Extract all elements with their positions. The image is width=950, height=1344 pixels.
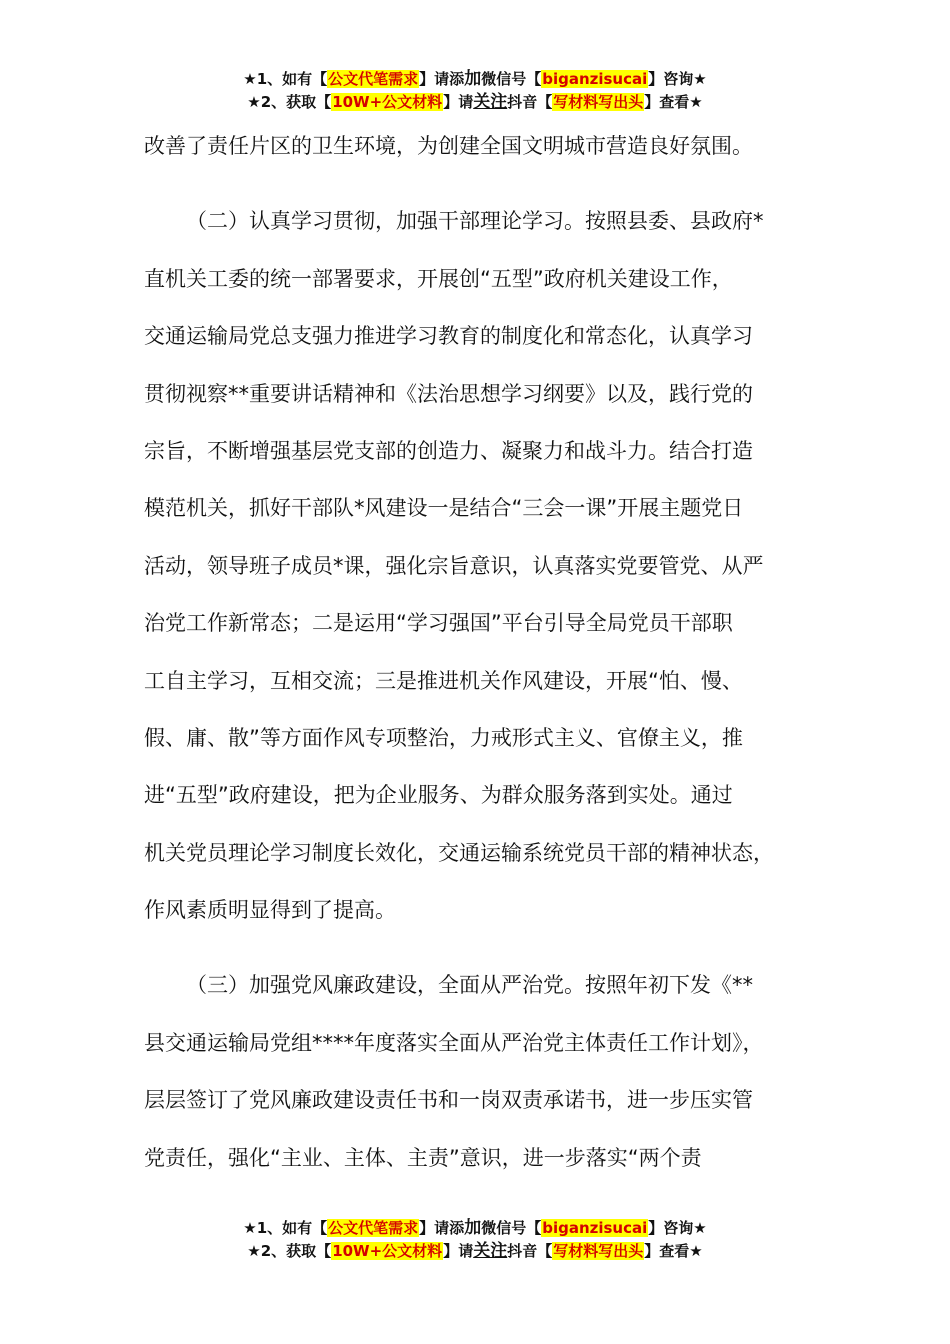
banner-text: 抖音【: [507, 93, 553, 111]
body-line: 直机关工委的统一部署要求，开展创“五型”政府机关建设工作，: [144, 266, 733, 291]
highlight-douyin-id: 写材料写出头: [553, 93, 644, 111]
banner-text: 】请: [443, 1242, 474, 1260]
banner-text: ★1、如有【: [243, 1219, 328, 1237]
body-line: 治党工作新常态；二是运用“学习强国”平台引导全局党员干部职: [144, 611, 733, 636]
banner-emphasis: 加: [464, 69, 482, 89]
highlight-service: 公文代笔需求: [328, 1219, 419, 1237]
highlight-materials: 10W+公文材料: [332, 93, 443, 111]
banner-line-1: [0, 68, 950, 91]
body-line: 机关党员理论学习制度长效化，交通运输系统党员干部的精神状态，: [144, 840, 774, 865]
banner-line-1: [0, 1217, 950, 1240]
body-line: 交通运输局党总支强力推进学习教育的制度化和常态化，认真学习: [144, 324, 753, 349]
highlight-wechat-id: biganzisucai: [542, 1219, 648, 1237]
highlight-douyin-id: 写材料写出头: [553, 1242, 644, 1260]
highlight-service: 公文代笔需求: [328, 70, 419, 88]
section-heading-line: （三）加强党风廉政建设，全面从严治党。按照年初下发《**: [186, 973, 753, 998]
paragraph-gap: [144, 945, 834, 963]
banner-text: ★2、获取【: [247, 1242, 332, 1260]
banner-emphasis: 关注: [473, 92, 508, 112]
body-line: 进“五型”政府建设，把为企业服务、为群众服务落到实处。通过: [144, 783, 733, 808]
banner-text: ★2、获取【: [247, 93, 332, 111]
banner-text: 】请添: [419, 1219, 465, 1237]
banner-text: 微信号【: [481, 70, 542, 88]
highlight-wechat-id: biganzisucai: [542, 70, 648, 88]
body-line: 层层签订了党风廉政建设责任书和一岗双责承诺书，进一步压实管: [144, 1088, 753, 1113]
body-line: 模范机关，抓好干部队*风建设一是结合“三会一课”开展主题党日: [144, 496, 744, 521]
banner-emphasis: 关注: [473, 1241, 508, 1261]
banner-text: 】查看★: [644, 1242, 703, 1260]
body-line: 贯彻视察**重要讲话精神和《法治思想学习纲要》以及，践行党的: [144, 381, 753, 406]
section-heading-line: （二）认真学习贯彻，加强干部理论学习。按照县委、县政府*: [186, 209, 764, 234]
banner-line-2: [0, 91, 950, 114]
banner-emphasis: 加: [464, 1218, 482, 1238]
body-line: 县交通运输局党组****年度落实全面从严治党主体责任工作计划》，: [144, 1030, 764, 1055]
highlight-materials: 10W+公文材料: [332, 1242, 443, 1260]
banner-text: 抖音【: [507, 1242, 553, 1260]
body-line: 党责任，强化“主业、主体、主责”意识，进一步落实“两个责: [144, 1145, 702, 1170]
banner-text: ★1、如有【: [243, 70, 328, 88]
banner-text: 】咨询★: [648, 70, 707, 88]
body-line: 假、庸、散”等方面作风专项整治，力戒形式主义、官僚主义，推: [144, 725, 743, 750]
banner-text: 】查看★: [644, 93, 703, 111]
banner-text: 】请: [443, 93, 474, 111]
banner-text: 】请添: [419, 70, 465, 88]
body-line: 活动，领导班子成员*课，强化宗旨意识，认真落实党要管党、从严: [144, 553, 764, 578]
banner-line-2: [0, 1240, 950, 1263]
footer-banner: [0, 1217, 950, 1263]
paragraph-gap: [144, 181, 834, 199]
document-body: [144, 124, 834, 1193]
banner-text: 微信号【: [481, 1219, 542, 1237]
body-line: 工自主学习，互相交流；三是推进机关作风建设，开展“怕、慢、: [144, 668, 743, 693]
body-line: 改善了责任片区的卫生环境，为创建全国文明城市营造良好氛围。: [144, 134, 753, 158]
body-line: 作风素质明显得到了提高。: [144, 898, 396, 923]
banner-text: 】咨询★: [648, 1219, 707, 1237]
header-banner: [0, 68, 950, 114]
body-line: 宗旨，不断增强基层党支部的创造力、凝聚力和战斗力。结合打造: [144, 438, 753, 463]
